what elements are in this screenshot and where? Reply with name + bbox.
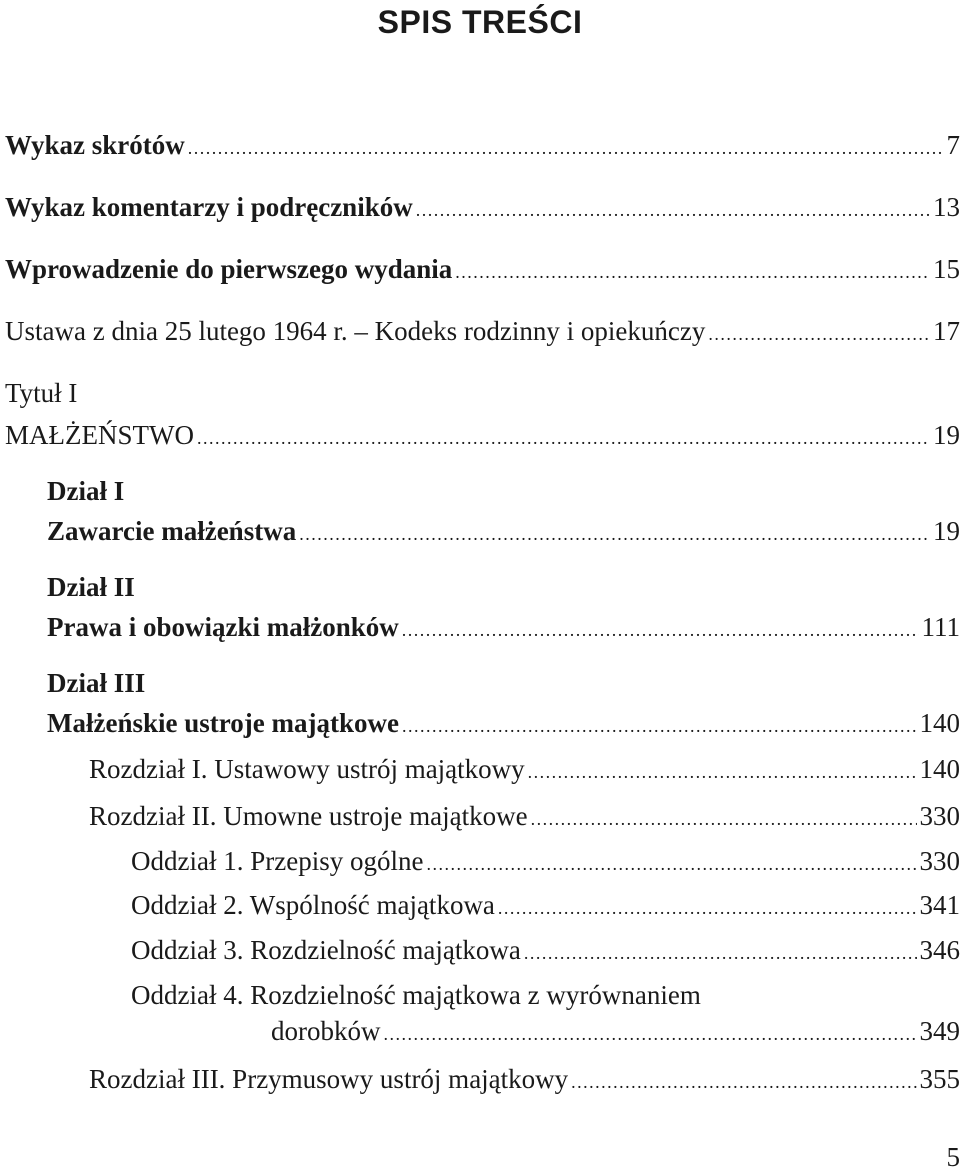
toc-entry-marriage[interactable] (5, 418, 960, 455)
toc-entry-label: Oddział 2. Wspólność majątkowa (131, 890, 495, 920)
toc-entry-division-4[interactable] (271, 1014, 960, 1051)
toc-entry-spouses-rights[interactable] (47, 610, 960, 647)
toc-entry-label: Rozdział III. Przymusowy ustrój majątkowy (89, 1064, 569, 1094)
toc-entry-contracting-marriage[interactable] (47, 514, 960, 551)
toc-entry-page: 140 (919, 708, 960, 738)
dot-leader (528, 755, 917, 789)
dot-leader (524, 936, 917, 970)
dot-leader (498, 891, 917, 925)
dot-leader (299, 517, 930, 551)
dot-leader (402, 613, 919, 647)
toc-entry-label: Zawarcie małżeństwa (47, 516, 297, 546)
dot-leader (455, 255, 930, 289)
toc-entry-division-4-first-line: Oddział 4. Rozdzielność majątkowa z wyrównaniem (131, 980, 701, 1010)
toc-entry-statute[interactable] (5, 314, 960, 351)
dot-leader (197, 421, 930, 455)
dot-leader (402, 709, 917, 743)
dot-leader (426, 847, 916, 881)
toc-entry-page: 19 (933, 420, 960, 450)
toc-entry-abbreviations[interactable] (5, 128, 960, 165)
toc-heading-section-1: Dział I (47, 476, 125, 506)
dot-leader (531, 802, 917, 836)
toc-entry-introduction[interactable] (5, 252, 960, 289)
toc-entry-label: MAŁŻEŃSTWO (5, 420, 194, 450)
toc-entry-division-1[interactable] (131, 844, 960, 881)
toc-entry-page: 341 (919, 890, 960, 920)
toc-entry-division-2[interactable] (131, 888, 960, 925)
toc-heading-section-2: Dział II (47, 572, 135, 602)
dot-leader (708, 317, 930, 351)
table-of-contents (5, 0, 960, 1174)
toc-entry-label: Oddział 1. Przepisy ogólne (131, 846, 424, 876)
toc-entry-label: Małżeńskie ustroje majątkowe (47, 708, 399, 738)
toc-entry-page: 330 (919, 801, 960, 831)
page-number: 5 (946, 1142, 960, 1172)
toc-entry-chapter-3[interactable] (89, 1062, 960, 1099)
toc-entry-label: Rozdział I. Ustawowy ustrój majątkowy (89, 754, 525, 784)
toc-entry-commentaries[interactable] (5, 190, 960, 227)
dot-leader (416, 193, 930, 227)
toc-entry-chapter-1[interactable] (89, 752, 960, 789)
toc-entry-label: Wykaz skrótów (5, 130, 185, 160)
toc-entry-page: 346 (919, 935, 960, 965)
toc-entry-page: 7 (946, 130, 960, 160)
toc-entry-page: 355 (919, 1064, 960, 1094)
toc-entry-page: 17 (933, 316, 960, 346)
toc-entry-page: 330 (919, 846, 960, 876)
dot-leader (571, 1065, 916, 1099)
toc-entry-page: 13 (933, 192, 960, 222)
toc-entry-division-3[interactable] (131, 933, 960, 970)
toc-entry-label: Prawa i obowiązki małżonków (47, 612, 399, 642)
toc-entry-label: Wprowadzenie do pierwszego wydania (5, 254, 453, 284)
dot-leader (384, 1017, 917, 1051)
toc-entry-label: Oddział 3. Rozdzielność majątkowa (131, 935, 521, 965)
toc-entry-label: dorobków (271, 1016, 381, 1046)
toc-entry-property-regimes[interactable] (47, 706, 960, 743)
toc-heading-title-1: Tytuł I (5, 378, 78, 408)
toc-entry-page: 111 (921, 612, 960, 642)
toc-heading-section-3: Dział III (47, 668, 146, 698)
toc-entry-page: 140 (919, 754, 960, 784)
toc-entry-page: 349 (919, 1016, 960, 1046)
toc-entry-page: 15 (933, 254, 960, 284)
toc-entry-label: Wykaz komentarzy i podręczników (5, 192, 413, 222)
toc-entry-label: Ustawa z dnia 25 lutego 1964 r. – Kodeks rodzinny i opiekuńczy (5, 316, 706, 346)
toc-entry-page: 19 (933, 516, 960, 546)
dot-leader (188, 131, 944, 165)
page-title: SPIS TREŚCI (377, 4, 583, 40)
toc-entry-label: Rozdział II. Umowne ustroje majątkowe (89, 801, 528, 831)
toc-entry-chapter-2[interactable] (89, 799, 960, 836)
